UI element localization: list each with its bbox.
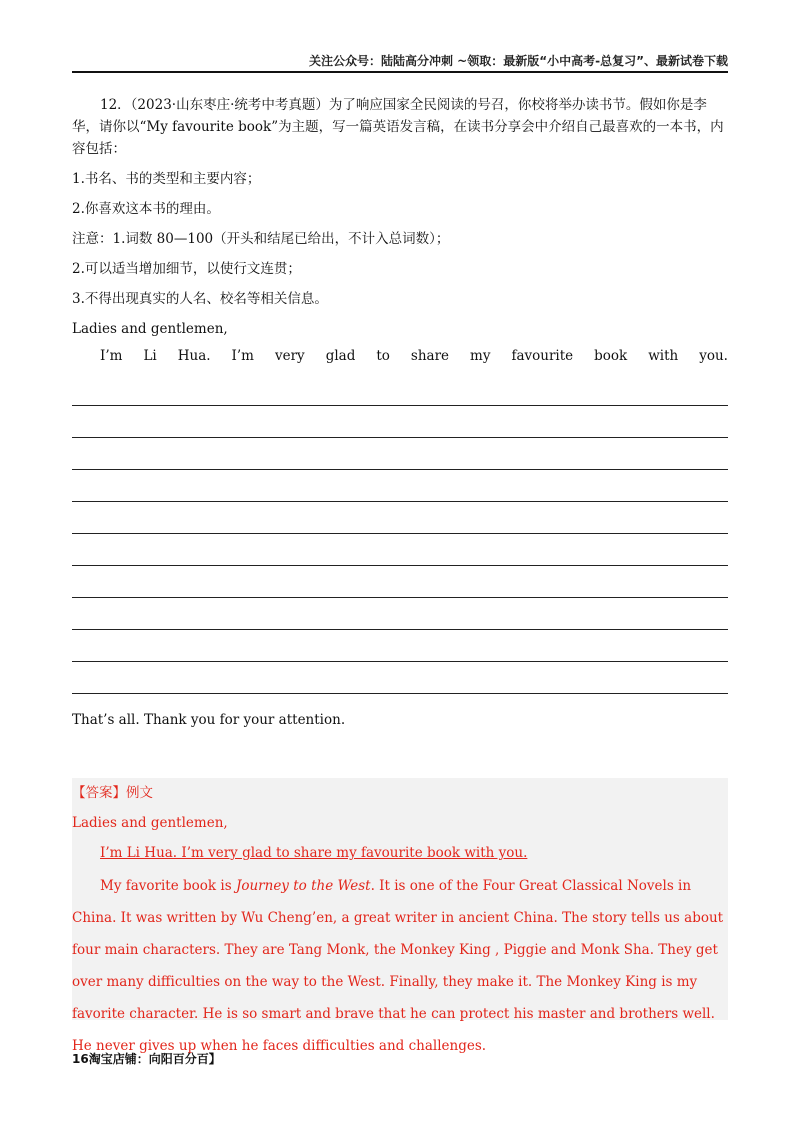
opening-word: with xyxy=(648,348,679,364)
writing-line[interactable] xyxy=(72,438,728,470)
writing-line[interactable] xyxy=(72,598,728,630)
opening-word: book xyxy=(594,348,628,364)
opening-word: share xyxy=(410,348,450,364)
writing-line[interactable] xyxy=(72,534,728,566)
opening-word: my xyxy=(470,348,491,364)
writing-lines[interactable] xyxy=(72,374,728,694)
page-header: 关注公众号：陆陆高分冲刺 ~领取：最新版“小中高考-总复习”、最新试卷下载 xyxy=(309,54,728,68)
opening-word: favourite xyxy=(511,348,574,364)
answer-body xyxy=(72,870,728,1062)
question-section xyxy=(72,94,728,728)
essay-closing: That’s all. Thank you for your attention. xyxy=(72,712,346,728)
note-1: 注意：1.词数 80—100（开头和结尾已给出，不计入总词数）； xyxy=(72,231,450,247)
question-intro: 12．（2023·山东枣庄·统考中考真题）为了响应国家全民阅读的号召，你校将举办读书节。假如你是李华，请你以“My favourite book”为主题，写一篇英语发言稿，在读书分享会中介绍自己最喜欢的一本书，内容包括： xyxy=(72,97,724,157)
note-2: 2.可以适当增加细节，以使行文连贯； xyxy=(72,261,301,277)
opening-word: Hua. xyxy=(177,348,211,364)
answer-opening xyxy=(72,838,728,868)
answer-greeting: Ladies and gentlemen, xyxy=(72,815,228,831)
requirement-2: 2.你喜欢这本书的理由。 xyxy=(72,201,220,217)
opening-word: very xyxy=(274,348,305,364)
answer-label: 【答案】例文 xyxy=(72,785,153,801)
essay-opening-line xyxy=(72,348,728,364)
page-number: 16 xyxy=(72,1052,89,1066)
answer-body-rest: . It is one of the Four Great Classical Novels in China. It was written by Wu Cheng’en, a great writer in ancient China. The story tells us about four main characters. They are Tang Monk, the Monkey King , Piggie and Monk Sha. They get over many difficulties on the way to the West. Finally, they make it. The Monkey King is my favorite character. He is so smart and brave that he can protect his master and brothers well. He never gives up when he faces difficulties and challenges. xyxy=(72,878,724,1054)
opening-word: I’m xyxy=(231,348,254,364)
answer-section xyxy=(72,778,728,1054)
writing-line[interactable] xyxy=(72,470,728,502)
requirement-1: 1.书名、书的类型和主要内容； xyxy=(72,171,261,187)
answer-body-prefix: My favorite book is xyxy=(100,878,236,894)
writing-line[interactable] xyxy=(72,406,728,438)
opening-word: you. xyxy=(699,348,728,364)
note-3: 3.不得出现真实的人名、校名等相关信息。 xyxy=(72,291,328,307)
opening-word: Li xyxy=(143,348,157,364)
header-divider xyxy=(72,71,728,73)
writing-line[interactable] xyxy=(72,502,728,534)
answer-opening-text: I’m Li Hua. I’m very glad to share my favourite book with you. xyxy=(100,845,528,861)
page-footer xyxy=(72,1050,221,1067)
writing-line[interactable] xyxy=(72,566,728,598)
opening-word: to xyxy=(376,348,390,364)
essay-greeting: Ladies and gentlemen, xyxy=(72,321,228,337)
writing-line[interactable] xyxy=(72,630,728,662)
opening-word: I’m xyxy=(100,348,123,364)
book-title: Journey to the West xyxy=(235,878,371,894)
writing-line[interactable] xyxy=(72,374,728,406)
shop-name: 淘宝店铺：向阳百分百】 xyxy=(88,1052,221,1066)
writing-line[interactable] xyxy=(72,662,728,694)
opening-word: glad xyxy=(325,348,356,364)
